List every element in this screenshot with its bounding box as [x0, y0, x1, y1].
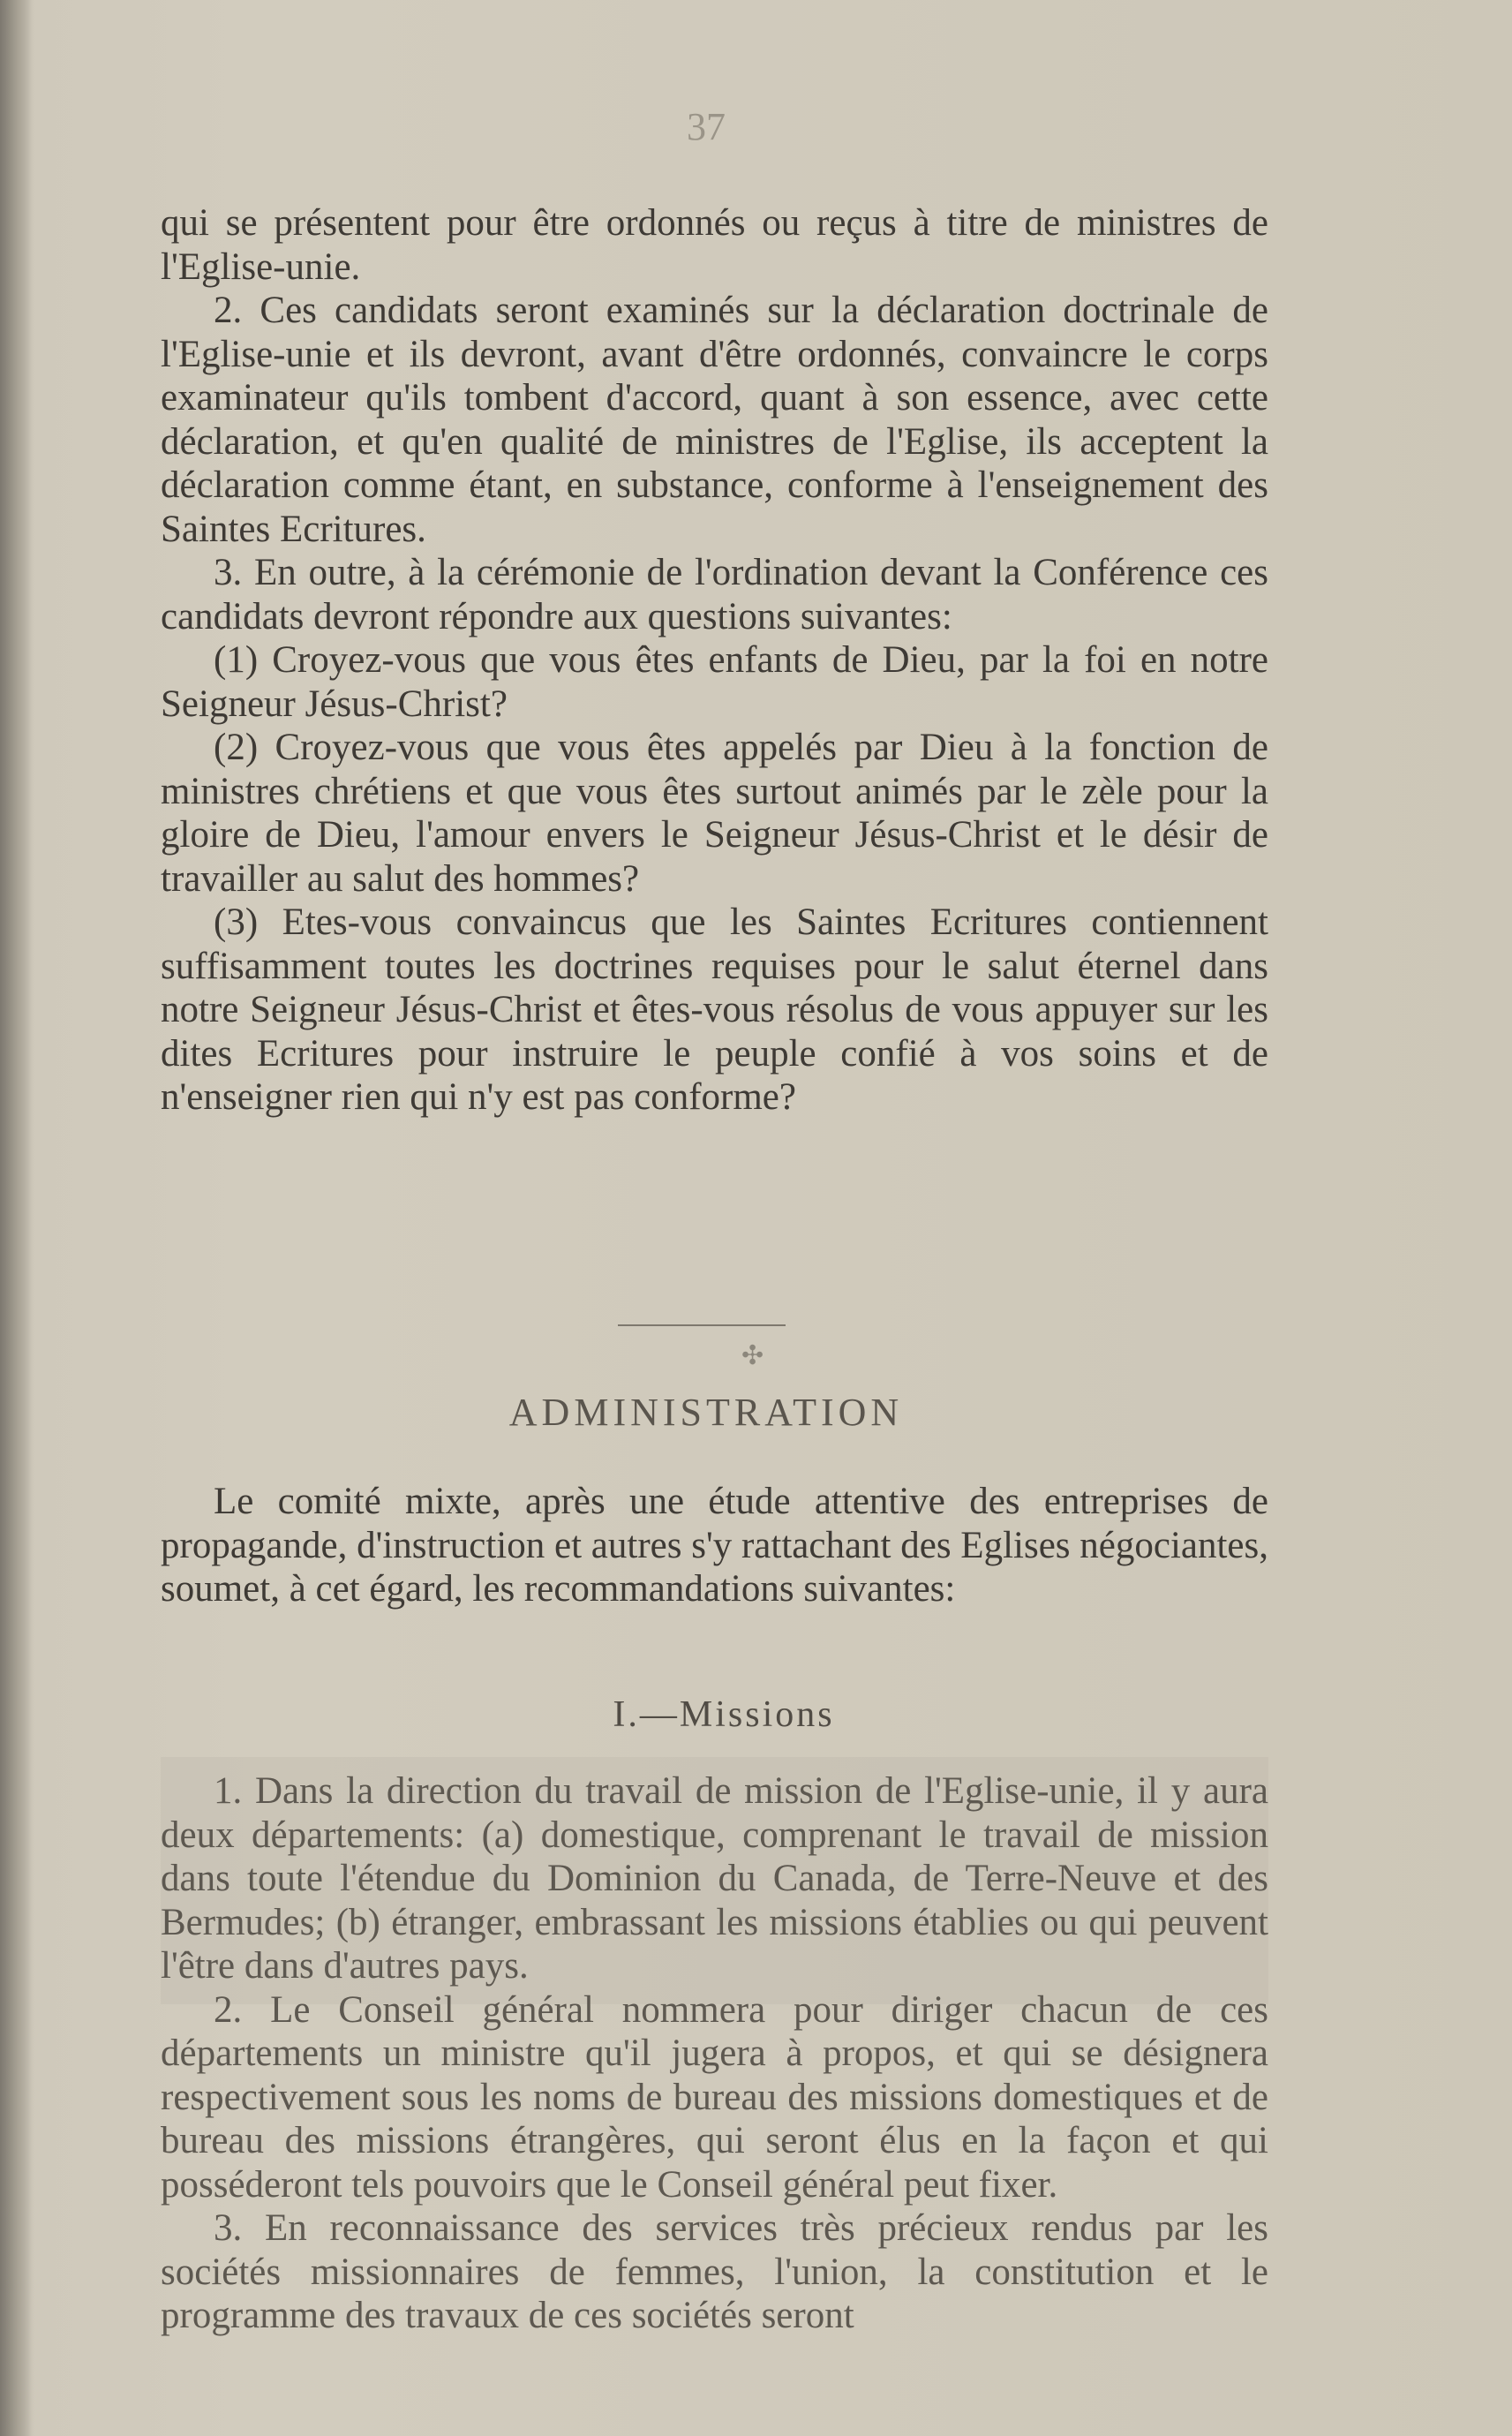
mission-paragraph-3: 3. En reconnaissance des services très précieux rendus par les sociétés missionnaires de femmes, l'union, la constitution et le programme des travaux de ces sociétés seront	[161, 2207, 1268, 2336]
question-2: (2) Croyez-vous que vous êtes appelés par Dieu à la fonction de ministres chrétiens et que vous êtes surtout animés par le zèle pour la gloire de Dieu, l'amour envers le Seigneur Jésus-Christ et le désir de travailler au salut des hommes?	[161, 727, 1268, 900]
book-spine-shadow	[0, 0, 32, 2436]
page-number: 37	[687, 105, 726, 148]
section-divider	[618, 1324, 786, 1326]
missions-subheading: I.—Missions	[613, 1694, 835, 1735]
missions-block	[161, 1769, 1268, 2338]
divider-ornament-icon: ✣	[741, 1341, 764, 1370]
question-3: (3) Etes-vous convaincus que les Saintes Ecritures contiennent suffisamment toutes les doctrines requises pour le salut éternel dans notre Seigneur Jésus-Christ et êtes-vous résolus de vous appuyer sur les dites Ecritures pour instruire le peuple confié à vos soins et de n'enseigner rien qui n'y est pas conforme?	[161, 901, 1268, 1118]
ordination-block	[161, 201, 1268, 1120]
section-heading: ADMINISTRATION	[508, 1391, 904, 1434]
paragraph-3: 3. En outre, à la cérémonie de l'ordination devant la Conférence ces candidats devront répondre aux questions suivantes:	[161, 552, 1268, 637]
paragraph-2: 2. Ces candidats seront examinés sur la déclaration doctrinale de l'Eglise-unie et ils devront, avant d'être ordonnés, convaincre le corps examinateur qu'ils tombent d'accord, quant à son essence, avec cette déclaration, et qu'en qualité de ministres de l'Eglise, ils acceptent la déclaration comme étant, en substance, conforme à l'enseignement des Saintes Ecritures.	[161, 290, 1268, 550]
intro-paragraph: Le comité mixte, après une étude attentive des entreprises de propagande, d'instruction et autres s'y rattachant des Eglises négociantes, soumet, à cet égard, les recommandations suivantes:	[161, 1481, 1268, 1610]
administration-intro	[161, 1480, 1268, 1611]
question-1: (1) Croyez-vous que vous êtes enfants de Dieu, par la foi en notre Seigneur Jésus-Christ?	[161, 639, 1268, 725]
paragraph-continuation: qui se présentent pour être ordonnés ou reçus à titre de ministres de l'Eglise-unie.	[161, 202, 1268, 288]
mission-paragraph-2: 2. Le Conseil général nommera pour diriger chacun de ces départements un ministre qu'il jugera à propos, et qui se désignera respectivement sous les noms de bureau des missions domestiques et de bureau des missions étrangères, qui seront élus en la façon et qui posséderont tels pouvoirs que le Conseil général peut fixer.	[161, 1988, 1268, 2206]
mission-paragraph-1: 1. Dans la direction du travail de mission de l'Eglise-unie, il y aura deux départements: (a) domestique, comprenant le travail de mission dans toute l'étendue du Dominion du Canada, de Terre-Neuve et des Bermudes; (b) étranger, embrassant les missions établies ou qui peuvent l'être dans d'autres pays.	[161, 1770, 1268, 1987]
